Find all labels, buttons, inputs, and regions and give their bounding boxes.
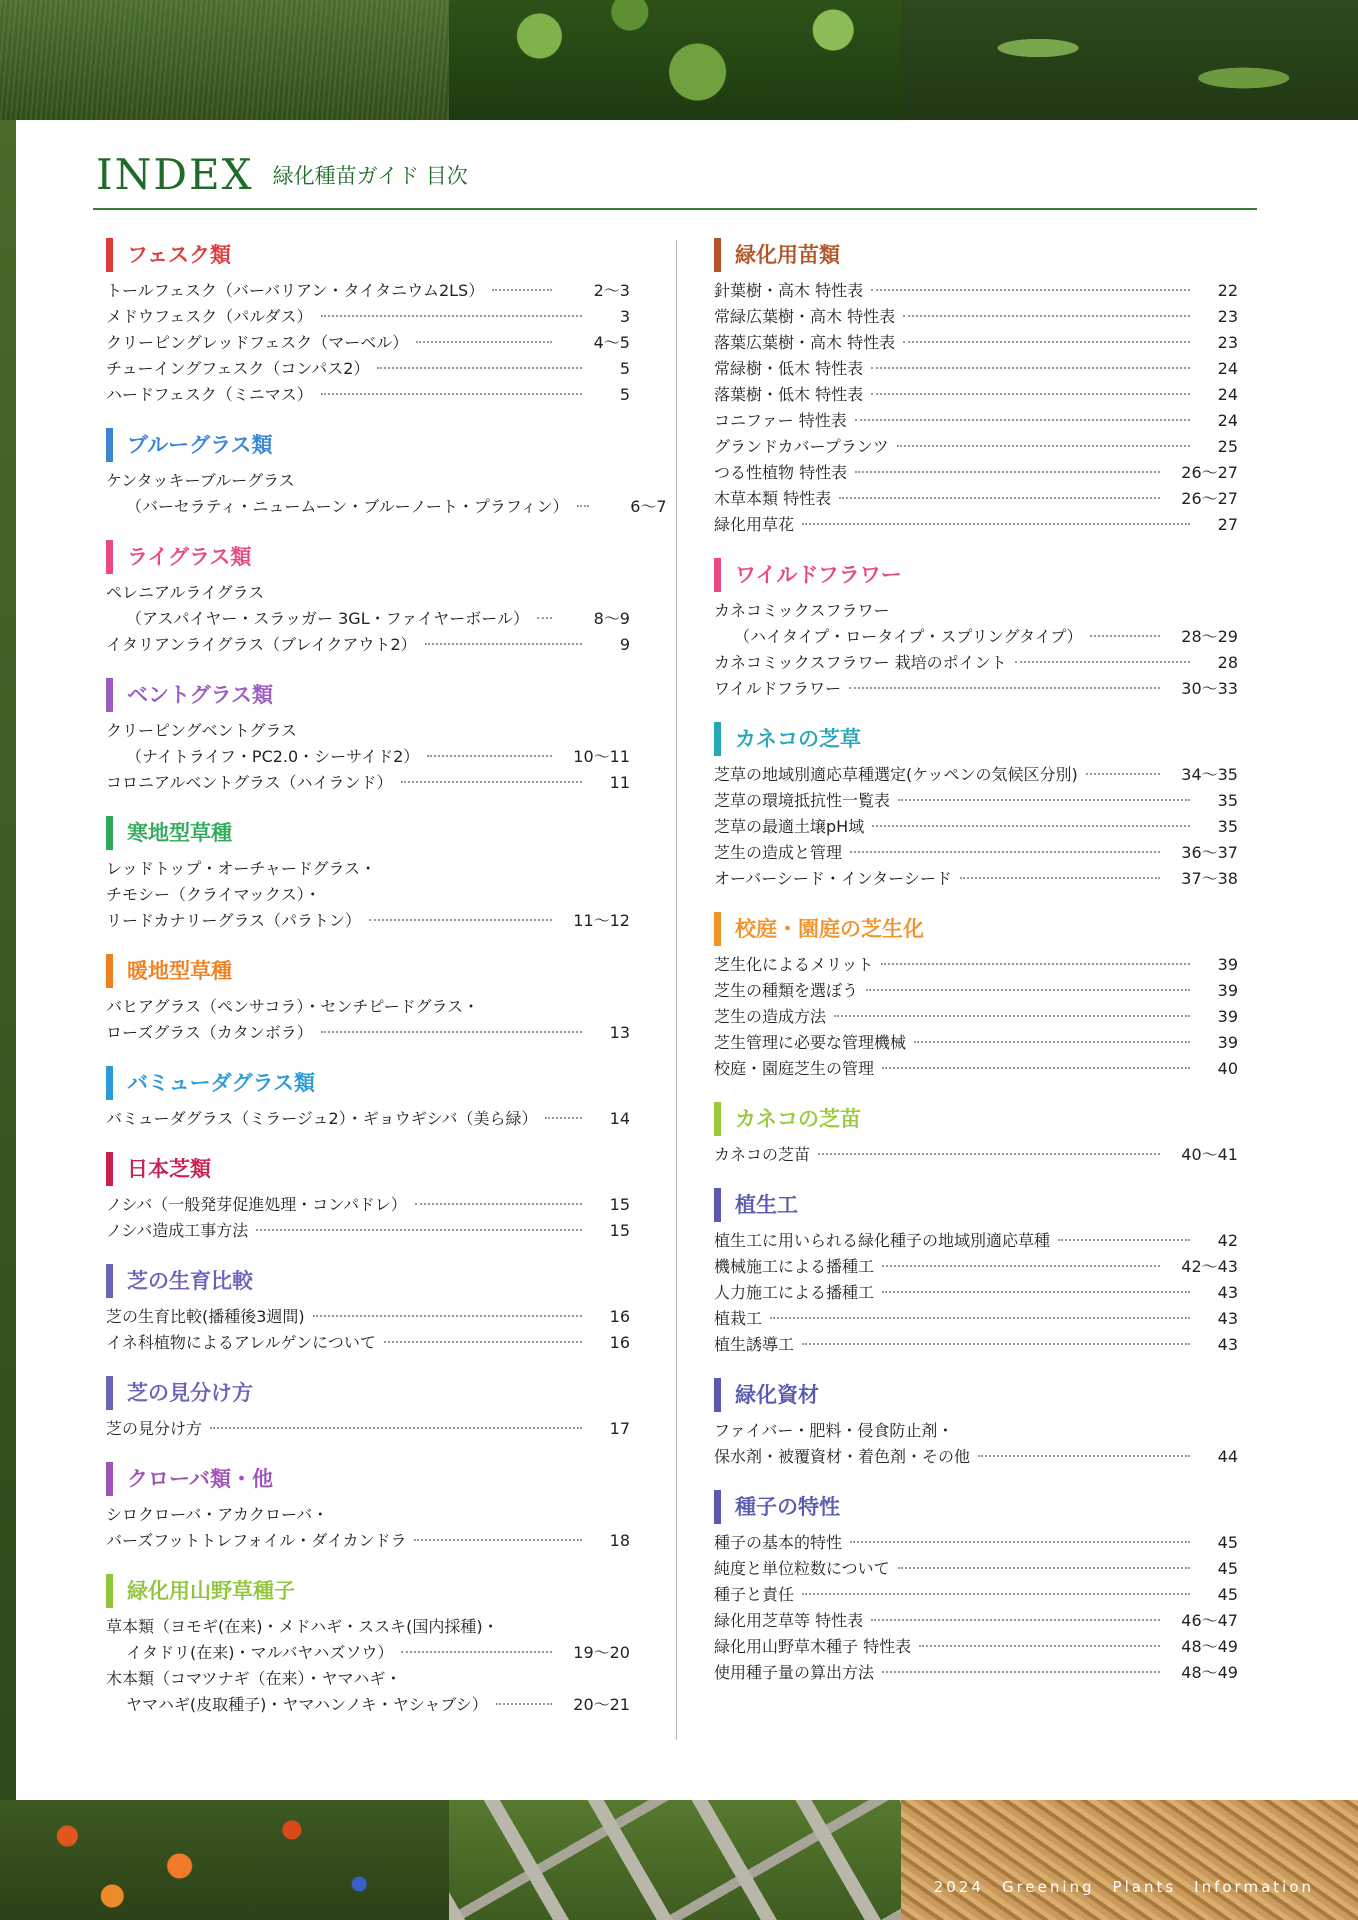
index-entry[interactable] bbox=[714, 650, 1238, 676]
page-subtitle: 緑化種苗ガイド 目次 bbox=[272, 164, 468, 188]
section-title: 芝の生育比較 bbox=[106, 1264, 630, 1298]
dot-leader bbox=[369, 919, 552, 921]
index-section bbox=[106, 816, 630, 934]
page-number: 23 bbox=[1217, 307, 1238, 326]
section-title: 寒地型草種 bbox=[106, 816, 630, 850]
entry-text: 草本類（ヨモギ(在来)・メドハギ・ススキ(国内採種)・ bbox=[106, 1617, 499, 1636]
index-entry[interactable] bbox=[714, 814, 1238, 840]
entry-text: 保水剤・被覆資材・着色剤・その他 bbox=[714, 1447, 971, 1466]
index-entry[interactable] bbox=[714, 1056, 1238, 1082]
page-number: 39 bbox=[1217, 1033, 1238, 1052]
index-entry[interactable] bbox=[106, 1106, 630, 1132]
dot-leader bbox=[1090, 635, 1160, 637]
dot-leader bbox=[577, 505, 589, 507]
entry-text: 落葉広葉樹・高木 特性表 bbox=[714, 333, 896, 352]
entry-text: ヤマハギ(皮取種子)・ヤマハンノキ・ヤシャブシ） bbox=[126, 1695, 488, 1714]
page-number: 26〜27 bbox=[1181, 489, 1238, 508]
index-entry[interactable] bbox=[106, 580, 630, 632]
entry-text: クリーピングレッドフェスク（マーベル） bbox=[106, 333, 409, 352]
entry-text: ペレニアルライグラス bbox=[106, 583, 265, 602]
entry-text: 種子と責任 bbox=[714, 1585, 795, 1604]
index-section bbox=[106, 954, 630, 1046]
wild-plant-photo bbox=[901, 0, 1358, 120]
entry-text: 芝生化によるメリット bbox=[714, 955, 874, 974]
index-entry[interactable] bbox=[106, 1416, 630, 1442]
entry-text: シロクローバ・アカクローバ・ bbox=[106, 1505, 329, 1524]
index-section bbox=[714, 1490, 1238, 1686]
dot-leader bbox=[415, 1203, 582, 1205]
entry-text: 常緑樹・低木 特性表 bbox=[714, 359, 864, 378]
index-section bbox=[714, 1102, 1238, 1168]
index-entry[interactable] bbox=[714, 356, 1238, 382]
index-entry[interactable] bbox=[714, 486, 1238, 512]
entry-text: 芝草の最適土壌pH域 bbox=[714, 817, 865, 836]
index-entry[interactable] bbox=[714, 676, 1238, 702]
section-title: 種子の特性 bbox=[714, 1490, 1238, 1524]
index-entry[interactable] bbox=[714, 1582, 1238, 1608]
index-entry[interactable] bbox=[714, 1004, 1238, 1030]
turf-photo bbox=[0, 0, 449, 120]
page-number: 35 bbox=[1217, 817, 1238, 836]
entry-text: イタドリ(在来)・マルバヤハズソウ） bbox=[126, 1643, 394, 1662]
entry-text: バミューダグラス（ミラージュ2）・ギョウギシバ（美ら緑） bbox=[106, 1109, 538, 1128]
index-entry[interactable] bbox=[714, 408, 1238, 434]
entry-text: リードカナリーグラス（パラトン） bbox=[106, 911, 362, 930]
dot-leader bbox=[1086, 773, 1160, 775]
entry-text: トールフェスク（バーバリアン・タイタニウム2LS） bbox=[106, 281, 485, 300]
dot-leader bbox=[903, 341, 1190, 343]
section-title: 日本芝類 bbox=[106, 1152, 630, 1186]
page-number: 5 bbox=[619, 359, 630, 378]
dot-leader bbox=[384, 1341, 582, 1343]
index-entry[interactable] bbox=[714, 598, 1238, 650]
index-entry[interactable] bbox=[714, 1608, 1238, 1634]
dot-leader bbox=[401, 1651, 552, 1653]
index-entry[interactable] bbox=[714, 278, 1238, 304]
page-number: 23 bbox=[1217, 333, 1238, 352]
page-number: 45 bbox=[1217, 1533, 1238, 1552]
entry-text: ノシバ（一般発芽促進処理・コンパドレ） bbox=[106, 1195, 407, 1214]
entry-text: 緑化用草花 bbox=[714, 515, 795, 534]
dot-leader bbox=[256, 1229, 582, 1231]
index-section bbox=[106, 1152, 630, 1244]
entry-text: カネコミックスフラワー bbox=[714, 601, 890, 620]
page-number: 15 bbox=[609, 1221, 630, 1240]
left-column bbox=[106, 238, 667, 1738]
index-entry[interactable] bbox=[106, 632, 630, 658]
dot-leader bbox=[898, 799, 1190, 801]
dot-leader bbox=[425, 643, 582, 645]
entry-text: 芝の生育比較(播種後3週間) bbox=[106, 1307, 305, 1326]
dot-leader bbox=[898, 1567, 1190, 1569]
entry-text: つる性植物 特性表 bbox=[714, 463, 848, 482]
dot-leader bbox=[496, 1703, 552, 1705]
index-entry[interactable] bbox=[106, 1218, 630, 1244]
dot-leader bbox=[850, 851, 1160, 853]
dot-leader bbox=[802, 1593, 1190, 1595]
page-number: 42 bbox=[1217, 1231, 1238, 1250]
section-title: ブルーグラス類 bbox=[106, 428, 630, 462]
page-number: 40〜41 bbox=[1181, 1145, 1238, 1164]
entry-text: カネコの芝苗 bbox=[714, 1145, 811, 1164]
index-entry[interactable] bbox=[714, 460, 1238, 486]
entry-text: 木草本類 特性表 bbox=[714, 489, 832, 508]
column-divider bbox=[676, 240, 677, 1740]
dot-leader bbox=[871, 289, 1190, 291]
page-number: 10〜11 bbox=[573, 747, 630, 766]
page-number: 8〜9 bbox=[593, 609, 630, 628]
section-title: 暖地型草種 bbox=[106, 954, 630, 988]
entry-text: （ナイトライフ・PC2.0・シーサイド2） bbox=[126, 747, 420, 766]
section-title: クローバ類・他 bbox=[106, 1462, 630, 1496]
dot-leader bbox=[537, 617, 552, 619]
entry-text: 芝の見分け方 bbox=[106, 1419, 203, 1438]
entry-text: レッドトップ・オーチャードグラス・ bbox=[106, 859, 377, 878]
section-title: 緑化資材 bbox=[714, 1378, 1238, 1412]
section-title: カネコの芝苗 bbox=[714, 1102, 1238, 1136]
index-entry[interactable] bbox=[106, 304, 630, 330]
page-number: 24 bbox=[1217, 385, 1238, 404]
page-number: 6〜7 bbox=[630, 497, 667, 516]
index-entry[interactable] bbox=[714, 382, 1238, 408]
dot-leader bbox=[416, 341, 552, 343]
dot-leader bbox=[834, 1015, 1190, 1017]
dot-leader bbox=[882, 1671, 1160, 1673]
page-number: 43 bbox=[1217, 1335, 1238, 1354]
dot-leader bbox=[871, 367, 1190, 369]
page-number: 45 bbox=[1217, 1559, 1238, 1578]
page-number: 39 bbox=[1217, 981, 1238, 1000]
dot-leader bbox=[882, 1291, 1190, 1293]
page-number: 48〜49 bbox=[1181, 1663, 1238, 1682]
index-entry[interactable] bbox=[714, 1556, 1238, 1582]
clover-photo bbox=[449, 0, 901, 120]
index-entry[interactable] bbox=[714, 978, 1238, 1004]
dot-leader bbox=[855, 419, 1190, 421]
index-entry[interactable] bbox=[106, 382, 630, 408]
page-number: 27 bbox=[1217, 515, 1238, 534]
entry-text: 緑化用芝草等 特性表 bbox=[714, 1611, 864, 1630]
page-number: 48〜49 bbox=[1181, 1637, 1238, 1656]
dot-leader bbox=[414, 1539, 582, 1541]
index-entry[interactable] bbox=[714, 1418, 1238, 1470]
entry-text: グランドカバープランツ bbox=[714, 437, 889, 456]
dot-leader bbox=[839, 497, 1160, 499]
index-section bbox=[106, 678, 630, 796]
page-number: 16 bbox=[609, 1333, 630, 1352]
page-number: 13 bbox=[609, 1023, 630, 1042]
page-number: 36〜37 bbox=[1181, 843, 1238, 862]
page-number: 11〜12 bbox=[573, 911, 630, 930]
dot-leader bbox=[850, 1541, 1190, 1543]
page-number: 42〜43 bbox=[1181, 1257, 1238, 1276]
left-photo-edge bbox=[0, 120, 16, 1800]
index-entry[interactable] bbox=[106, 856, 630, 934]
entry-text: バヒアグラス（ペンサコラ）・センチピードグラス・ bbox=[106, 997, 479, 1016]
entry-text: ファイバー・肥料・侵食防止剤・ bbox=[714, 1421, 954, 1440]
footer-text: 2024 Greening Plants Information bbox=[933, 1878, 1314, 1896]
dot-leader bbox=[802, 1343, 1190, 1345]
dot-leader bbox=[1015, 661, 1190, 663]
index-section bbox=[714, 238, 1238, 538]
page-number: 20〜21 bbox=[573, 1695, 630, 1714]
entry-text: 芝生の種類を選ぼう bbox=[714, 981, 859, 1000]
section-title: ワイルドフラワー bbox=[714, 558, 1238, 592]
page-number: 3 bbox=[619, 307, 630, 326]
index-entry[interactable] bbox=[106, 278, 630, 304]
dot-leader bbox=[903, 315, 1190, 317]
dot-leader bbox=[919, 1645, 1160, 1647]
dot-leader bbox=[1058, 1239, 1190, 1241]
index-entry[interactable] bbox=[714, 1634, 1238, 1660]
entry-text: 機械施工による播種工 bbox=[714, 1257, 875, 1276]
entry-text: ケンタッキーブルーグラス bbox=[106, 471, 295, 490]
index-section bbox=[106, 1376, 630, 1442]
entry-text: イネ科植物によるアレルゲンについて bbox=[106, 1333, 376, 1352]
dot-leader bbox=[871, 393, 1190, 395]
entry-text: 芝草の環境抵抗性一覧表 bbox=[714, 791, 891, 810]
index-entry[interactable] bbox=[714, 330, 1238, 356]
page-number: 30〜33 bbox=[1181, 679, 1238, 698]
index-entry[interactable] bbox=[714, 762, 1238, 788]
entry-text: バーズフットトレフォイル・ダイカンドラ bbox=[106, 1531, 407, 1550]
page-number: 25 bbox=[1217, 437, 1238, 456]
index-section bbox=[714, 722, 1238, 892]
dot-leader bbox=[818, 1153, 1160, 1155]
entry-text: カネコミックスフラワー 栽培のポイント bbox=[714, 653, 1007, 672]
page-number: 17 bbox=[609, 1419, 630, 1438]
seeds-photo bbox=[901, 1800, 1358, 1920]
page-number: 39 bbox=[1217, 1007, 1238, 1026]
entry-text: （バーセラティ・ニュームーン・ブルーノート・プラフィン） bbox=[126, 497, 569, 516]
right-column bbox=[714, 238, 1238, 1706]
dot-leader bbox=[545, 1117, 582, 1119]
section-title: 植生工 bbox=[714, 1188, 1238, 1222]
entry-text: ワイルドフラワー bbox=[714, 679, 842, 698]
page-number: 45 bbox=[1217, 1585, 1238, 1604]
page-number: 5 bbox=[619, 385, 630, 404]
page-number: 18 bbox=[609, 1531, 630, 1550]
index-entry[interactable] bbox=[106, 1614, 630, 1666]
dot-leader bbox=[882, 1067, 1190, 1069]
dot-leader bbox=[855, 471, 1160, 473]
page-number: 28〜29 bbox=[1181, 627, 1238, 646]
index-entry[interactable] bbox=[106, 330, 630, 356]
index-entry[interactable] bbox=[714, 1332, 1238, 1358]
section-title: 緑化用山野草種子 bbox=[106, 1574, 630, 1608]
entry-text: 純度と単位粒数について bbox=[714, 1559, 890, 1578]
top-photo-strip bbox=[0, 0, 1358, 120]
dot-leader bbox=[401, 781, 582, 783]
section-title: 緑化用苗類 bbox=[714, 238, 1238, 272]
dot-leader bbox=[210, 1427, 582, 1429]
entry-text: （ハイタイプ・ロータイプ・スプリングタイプ） bbox=[734, 627, 1083, 646]
index-entry[interactable] bbox=[714, 1530, 1238, 1556]
index-entry[interactable] bbox=[106, 1502, 630, 1554]
dot-leader bbox=[492, 289, 552, 291]
dot-leader bbox=[770, 1317, 1190, 1319]
entry-text: イタリアンライグラス（ブレイクアウト2） bbox=[106, 635, 417, 654]
dot-leader bbox=[321, 1031, 582, 1033]
page-number: 24 bbox=[1217, 359, 1238, 378]
entry-text: 植生工に用いられる緑化種子の地域別適応草種 bbox=[714, 1231, 1051, 1250]
entry-text: 使用種子量の算出方法 bbox=[714, 1663, 875, 1682]
index-section bbox=[106, 1574, 630, 1718]
entry-text: クリーピングベントグラス bbox=[106, 721, 297, 740]
entry-text: 芝生の造成と管理 bbox=[714, 843, 843, 862]
page-number: 43 bbox=[1217, 1283, 1238, 1302]
page-number: 44 bbox=[1217, 1447, 1238, 1466]
index-section bbox=[714, 1188, 1238, 1358]
page-header bbox=[96, 150, 468, 202]
entry-text: 校庭・園庭芝生の管理 bbox=[714, 1059, 875, 1078]
page-number: 4〜5 bbox=[593, 333, 630, 352]
dot-leader bbox=[978, 1455, 1190, 1457]
index-entry[interactable] bbox=[714, 840, 1238, 866]
index-entry[interactable] bbox=[106, 718, 630, 770]
entry-text: 植栽工 bbox=[714, 1309, 763, 1328]
index-entry[interactable] bbox=[714, 1254, 1238, 1280]
section-title: 芝の見分け方 bbox=[106, 1376, 630, 1410]
section-title: カネコの芝草 bbox=[714, 722, 1238, 756]
index-entry[interactable] bbox=[714, 1030, 1238, 1056]
dot-leader bbox=[377, 367, 582, 369]
dot-leader bbox=[897, 445, 1190, 447]
index-entry[interactable] bbox=[106, 1330, 630, 1356]
entry-text: メドウフェスク（パルダス） bbox=[106, 307, 313, 326]
index-section bbox=[714, 1378, 1238, 1470]
page-number: 37〜38 bbox=[1181, 869, 1238, 888]
entry-text: 種子の基本的特性 bbox=[714, 1533, 843, 1552]
dot-leader bbox=[427, 755, 552, 757]
page-number: 2〜3 bbox=[593, 281, 630, 300]
index-entry[interactable] bbox=[714, 952, 1238, 978]
index-section bbox=[106, 1462, 630, 1554]
index-entry[interactable] bbox=[714, 304, 1238, 330]
dot-leader bbox=[872, 825, 1190, 827]
wildflower-photo bbox=[0, 1800, 449, 1920]
page-number: 9 bbox=[619, 635, 630, 654]
entry-text: （アスパイヤー・スラッガー 3GL・ファイヤーボール） bbox=[126, 609, 529, 628]
dot-leader bbox=[914, 1041, 1190, 1043]
index-section bbox=[714, 912, 1238, 1082]
entry-text: 植生誘導工 bbox=[714, 1335, 795, 1354]
index-entry[interactable] bbox=[714, 1228, 1238, 1254]
entry-text: ローズグラス（カタンボラ） bbox=[106, 1023, 313, 1042]
entry-text: 針葉樹・高木 特性表 bbox=[714, 281, 864, 300]
page-number: 40 bbox=[1217, 1059, 1238, 1078]
dot-leader bbox=[321, 393, 582, 395]
page-number: 43 bbox=[1217, 1309, 1238, 1328]
header-rule bbox=[93, 208, 1257, 210]
dot-leader bbox=[313, 1315, 582, 1317]
index-entry[interactable] bbox=[714, 512, 1238, 538]
paving-turf-photo bbox=[449, 1800, 901, 1920]
index-section bbox=[106, 428, 667, 520]
index-section bbox=[106, 238, 630, 408]
entry-text: 人力施工による播種工 bbox=[714, 1283, 875, 1302]
page-number: 24 bbox=[1217, 411, 1238, 430]
dot-leader bbox=[960, 877, 1160, 879]
page-number: 35 bbox=[1217, 791, 1238, 810]
entry-text: チモシー（クライマックス）・ bbox=[106, 885, 321, 904]
dot-leader bbox=[849, 687, 1160, 689]
index-entry[interactable] bbox=[106, 356, 630, 382]
index-section bbox=[106, 540, 630, 658]
entry-text: 木本類（コマツナギ（在来）・ヤマハギ・ bbox=[106, 1669, 402, 1688]
entry-text: 芝草の地域別適応草種選定(ケッペンの気候区分別) bbox=[714, 765, 1078, 784]
index-entry[interactable] bbox=[106, 468, 667, 520]
section-title: 校庭・園庭の芝生化 bbox=[714, 912, 1238, 946]
page-number: 28 bbox=[1217, 653, 1238, 672]
dot-leader bbox=[881, 963, 1190, 965]
index-entry[interactable] bbox=[106, 1192, 630, 1218]
page-number: 11 bbox=[609, 773, 630, 792]
section-title: ライグラス類 bbox=[106, 540, 630, 574]
index-entry[interactable] bbox=[714, 434, 1238, 460]
page-number: 46〜47 bbox=[1181, 1611, 1238, 1630]
page-number: 39 bbox=[1217, 955, 1238, 974]
page-number: 19〜20 bbox=[573, 1643, 630, 1662]
entry-text: 常緑広葉樹・高木 特性表 bbox=[714, 307, 896, 326]
dot-leader bbox=[866, 989, 1190, 991]
entry-text: オーバーシード・インターシード bbox=[714, 869, 952, 888]
index-entry[interactable] bbox=[106, 1666, 630, 1718]
entry-text: コニファー 特性表 bbox=[714, 411, 847, 430]
page-number: 26〜27 bbox=[1181, 463, 1238, 482]
index-entry[interactable] bbox=[714, 788, 1238, 814]
page-title: INDEX bbox=[96, 150, 254, 199]
dot-leader bbox=[871, 1619, 1160, 1621]
index-entry[interactable] bbox=[106, 1304, 630, 1330]
page-number: 16 bbox=[609, 1307, 630, 1326]
index-entry[interactable] bbox=[714, 1660, 1238, 1686]
index-entry[interactable] bbox=[714, 866, 1238, 892]
entry-text: ノシバ造成工事方法 bbox=[106, 1221, 249, 1240]
section-title: ベントグラス類 bbox=[106, 678, 630, 712]
dot-leader bbox=[321, 315, 582, 317]
page-number: 22 bbox=[1217, 281, 1238, 300]
index-section bbox=[714, 558, 1238, 702]
index-section bbox=[106, 1066, 630, 1132]
index-entry[interactable] bbox=[714, 1306, 1238, 1332]
entry-text: 芝生の造成方法 bbox=[714, 1007, 827, 1026]
entry-text: ハードフェスク（ミニマス） bbox=[106, 385, 313, 404]
page-number: 15 bbox=[609, 1195, 630, 1214]
index-entry[interactable] bbox=[714, 1142, 1238, 1168]
entry-text: 落葉樹・低木 特性表 bbox=[714, 385, 864, 404]
page-number: 14 bbox=[609, 1109, 630, 1128]
section-title: バミューダグラス類 bbox=[106, 1066, 630, 1100]
bottom-photo-strip bbox=[0, 1800, 1358, 1920]
entry-text: チューイングフェスク（コンパス2） bbox=[106, 359, 370, 378]
page-number: 34〜35 bbox=[1181, 765, 1238, 784]
dot-leader bbox=[882, 1265, 1160, 1267]
entry-text: 緑化用山野草木種子 特性表 bbox=[714, 1637, 912, 1656]
entry-text: コロニアルベントグラス（ハイランド） bbox=[106, 773, 393, 792]
dot-leader bbox=[802, 523, 1190, 525]
index-section bbox=[106, 1264, 630, 1356]
index-entry[interactable] bbox=[714, 1280, 1238, 1306]
section-title: フェスク類 bbox=[106, 238, 630, 272]
index-entry[interactable] bbox=[106, 994, 630, 1046]
entry-text: 芝生管理に必要な管理機械 bbox=[714, 1033, 907, 1052]
index-entry[interactable] bbox=[106, 770, 630, 796]
